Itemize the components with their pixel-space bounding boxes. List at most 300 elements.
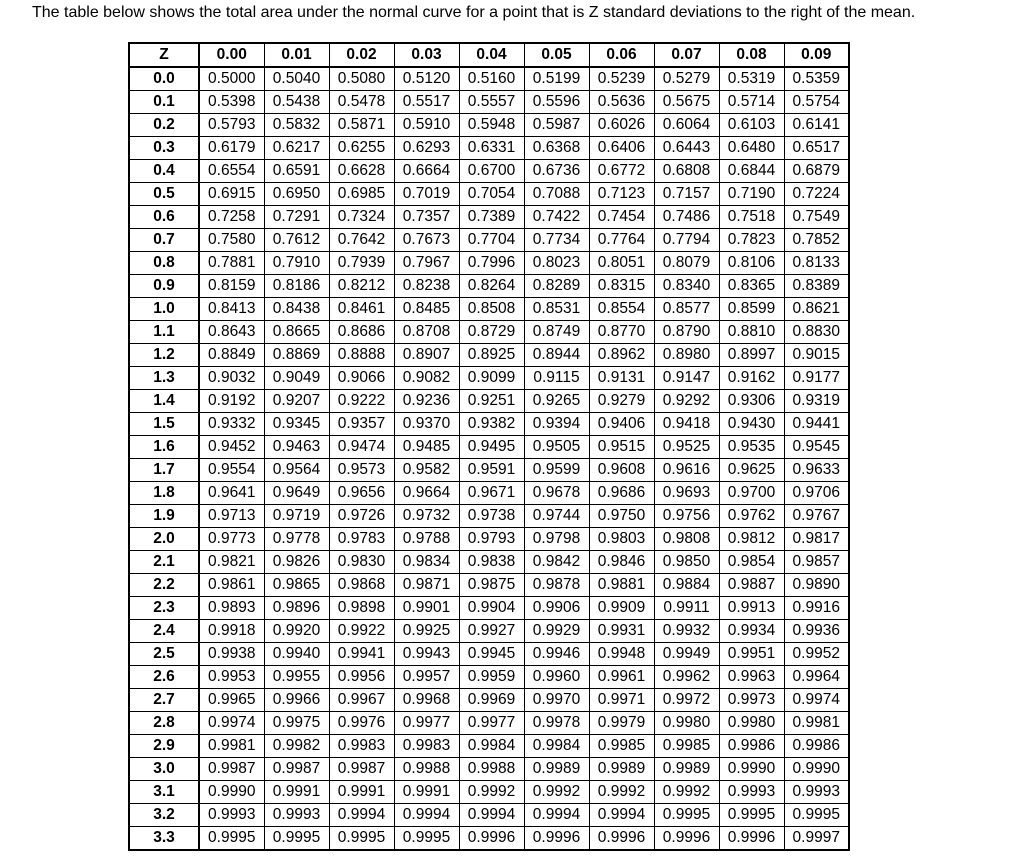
table-row <box>129 321 849 344</box>
probability-cell: 0.9066 <box>329 367 394 390</box>
probability-cell: 0.9987 <box>329 758 394 781</box>
probability-cell: 0.5517 <box>394 91 459 114</box>
probability-cell: 0.9994 <box>589 804 654 827</box>
probability-cell: 0.9744 <box>524 505 589 528</box>
probability-cell: 0.9966 <box>264 689 329 712</box>
probability-cell: 0.9980 <box>719 712 784 735</box>
probability-cell: 0.8577 <box>654 298 719 321</box>
probability-cell: 0.9778 <box>264 528 329 551</box>
probability-cell: 0.9929 <box>524 620 589 643</box>
table-row <box>129 827 849 851</box>
probability-cell: 0.9861 <box>199 574 264 597</box>
probability-cell: 0.9976 <box>329 712 394 735</box>
z-value-cell: 2.6 <box>129 666 199 689</box>
probability-cell: 0.9664 <box>394 482 459 505</box>
z-value-cell: 2.8 <box>129 712 199 735</box>
probability-cell: 0.9981 <box>199 735 264 758</box>
probability-cell: 0.9972 <box>654 689 719 712</box>
probability-cell: 0.7486 <box>654 206 719 229</box>
probability-cell: 0.8186 <box>264 275 329 298</box>
probability-cell: 0.9986 <box>719 735 784 758</box>
table-row <box>129 804 849 827</box>
probability-cell: 0.7549 <box>784 206 849 229</box>
probability-cell: 0.6103 <box>719 114 784 137</box>
probability-cell: 0.8849 <box>199 344 264 367</box>
probability-cell: 0.6554 <box>199 160 264 183</box>
probability-cell: 0.9474 <box>329 436 394 459</box>
probability-cell: 0.8554 <box>589 298 654 321</box>
probability-cell: 0.9591 <box>459 459 524 482</box>
probability-cell: 0.9222 <box>329 390 394 413</box>
probability-cell: 0.9251 <box>459 390 524 413</box>
probability-cell: 0.9162 <box>719 367 784 390</box>
probability-cell: 0.9890 <box>784 574 849 597</box>
table-row <box>129 551 849 574</box>
probability-cell: 0.5871 <box>329 114 394 137</box>
probability-cell: 0.9099 <box>459 367 524 390</box>
probability-cell: 0.8980 <box>654 344 719 367</box>
probability-cell: 0.9956 <box>329 666 394 689</box>
probability-cell: 0.9994 <box>329 804 394 827</box>
probability-cell: 0.7258 <box>199 206 264 229</box>
z-value-cell: 3.3 <box>129 827 199 851</box>
probability-cell: 0.9545 <box>784 436 849 459</box>
z-value-cell: 3.2 <box>129 804 199 827</box>
probability-cell: 0.9995 <box>654 804 719 827</box>
probability-cell: 0.8621 <box>784 298 849 321</box>
z-value-cell: 0.9 <box>129 275 199 298</box>
table-row <box>129 597 849 620</box>
probability-cell: 0.9693 <box>654 482 719 505</box>
probability-cell: 0.5120 <box>394 67 459 91</box>
probability-cell: 0.7389 <box>459 206 524 229</box>
probability-cell: 0.7764 <box>589 229 654 252</box>
probability-cell: 0.9207 <box>264 390 329 413</box>
probability-cell: 0.9995 <box>199 827 264 851</box>
probability-cell: 0.9953 <box>199 666 264 689</box>
probability-cell: 0.9535 <box>719 436 784 459</box>
table-row <box>129 67 849 91</box>
probability-cell: 0.9936 <box>784 620 849 643</box>
probability-cell: 0.9830 <box>329 551 394 574</box>
probability-cell: 0.9265 <box>524 390 589 413</box>
probability-cell: 0.9641 <box>199 482 264 505</box>
probability-cell: 0.9871 <box>394 574 459 597</box>
z-value-cell: 2.2 <box>129 574 199 597</box>
probability-cell: 0.8315 <box>589 275 654 298</box>
probability-cell: 0.9821 <box>199 551 264 574</box>
probability-cell: 0.5636 <box>589 91 654 114</box>
probability-cell: 0.9995 <box>394 827 459 851</box>
table-row <box>129 160 849 183</box>
probability-cell: 0.9850 <box>654 551 719 574</box>
probability-cell: 0.9983 <box>394 735 459 758</box>
probability-cell: 0.9854 <box>719 551 784 574</box>
probability-cell: 0.9616 <box>654 459 719 482</box>
probability-cell: 0.9131 <box>589 367 654 390</box>
z-value-cell: 0.7 <box>129 229 199 252</box>
probability-cell: 0.9967 <box>329 689 394 712</box>
probability-cell: 0.6700 <box>459 160 524 183</box>
z-value-cell: 1.2 <box>129 344 199 367</box>
probability-cell: 0.9993 <box>264 804 329 827</box>
probability-cell: 0.9834 <box>394 551 459 574</box>
probability-cell: 0.7794 <box>654 229 719 252</box>
probability-cell: 0.9985 <box>589 735 654 758</box>
probability-cell: 0.7852 <box>784 229 849 252</box>
probability-cell: 0.9965 <box>199 689 264 712</box>
probability-cell: 0.9896 <box>264 597 329 620</box>
table-row <box>129 574 849 597</box>
z-value-cell: 2.3 <box>129 597 199 620</box>
probability-cell: 0.9990 <box>199 781 264 804</box>
probability-cell: 0.9732 <box>394 505 459 528</box>
probability-cell: 0.9713 <box>199 505 264 528</box>
probability-cell: 0.8686 <box>329 321 394 344</box>
probability-cell: 0.9756 <box>654 505 719 528</box>
probability-cell: 0.9993 <box>199 804 264 827</box>
probability-cell: 0.5160 <box>459 67 524 91</box>
probability-cell: 0.9370 <box>394 413 459 436</box>
probability-cell: 0.9382 <box>459 413 524 436</box>
probability-cell: 0.9564 <box>264 459 329 482</box>
table-row <box>129 229 849 252</box>
probability-cell: 0.9994 <box>524 804 589 827</box>
probability-cell: 0.7734 <box>524 229 589 252</box>
probability-cell: 0.9995 <box>264 827 329 851</box>
probability-cell: 0.6179 <box>199 137 264 160</box>
probability-cell: 0.9495 <box>459 436 524 459</box>
z-value-cell: 0.8 <box>129 252 199 275</box>
probability-cell: 0.9984 <box>524 735 589 758</box>
probability-cell: 0.5000 <box>199 67 264 91</box>
probability-cell: 0.9964 <box>784 666 849 689</box>
probability-cell: 0.6406 <box>589 137 654 160</box>
probability-cell: 0.9032 <box>199 367 264 390</box>
table-row <box>129 482 849 505</box>
probability-cell: 0.9987 <box>264 758 329 781</box>
probability-cell: 0.9279 <box>589 390 654 413</box>
probability-cell: 0.6293 <box>394 137 459 160</box>
probability-cell: 0.9970 <box>524 689 589 712</box>
probability-cell: 0.5359 <box>784 67 849 91</box>
probability-cell: 0.9875 <box>459 574 524 597</box>
probability-cell: 0.9750 <box>589 505 654 528</box>
probability-cell: 0.7157 <box>654 183 719 206</box>
probability-cell: 0.9803 <box>589 528 654 551</box>
probability-cell: 0.8925 <box>459 344 524 367</box>
probability-cell: 0.8289 <box>524 275 589 298</box>
probability-cell: 0.9901 <box>394 597 459 620</box>
probability-cell: 0.5714 <box>719 91 784 114</box>
probability-cell: 0.9719 <box>264 505 329 528</box>
probability-cell: 0.9700 <box>719 482 784 505</box>
probability-cell: 0.7612 <box>264 229 329 252</box>
probability-cell: 0.9332 <box>199 413 264 436</box>
probability-cell: 0.9934 <box>719 620 784 643</box>
probability-cell: 0.5754 <box>784 91 849 114</box>
probability-cell: 0.9940 <box>264 643 329 666</box>
table-row <box>129 528 849 551</box>
probability-cell: 0.5239 <box>589 67 654 91</box>
table-row <box>129 367 849 390</box>
table-row <box>129 436 849 459</box>
probability-cell: 0.6664 <box>394 160 459 183</box>
probability-cell: 0.9573 <box>329 459 394 482</box>
probability-cell: 0.9049 <box>264 367 329 390</box>
probability-cell: 0.7422 <box>524 206 589 229</box>
probability-cell: 0.9826 <box>264 551 329 574</box>
probability-cell: 0.9762 <box>719 505 784 528</box>
probability-cell: 0.8770 <box>589 321 654 344</box>
probability-cell: 0.7054 <box>459 183 524 206</box>
probability-cell: 0.9983 <box>329 735 394 758</box>
z-value-cell: 1.7 <box>129 459 199 482</box>
z-value-cell: 0.0 <box>129 67 199 91</box>
probability-cell: 0.9881 <box>589 574 654 597</box>
column-header: 0.05 <box>524 43 589 67</box>
probability-cell: 0.9649 <box>264 482 329 505</box>
probability-cell: 0.9978 <box>524 712 589 735</box>
table-row <box>129 620 849 643</box>
probability-cell: 0.9812 <box>719 528 784 551</box>
z-value-cell: 2.0 <box>129 528 199 551</box>
column-header: 0.00 <box>199 43 264 67</box>
probability-cell: 0.8438 <box>264 298 329 321</box>
probability-cell: 0.9485 <box>394 436 459 459</box>
probability-cell: 0.5596 <box>524 91 589 114</box>
probability-cell: 0.8729 <box>459 321 524 344</box>
probability-cell: 0.9974 <box>199 712 264 735</box>
probability-cell: 0.8944 <box>524 344 589 367</box>
probability-cell: 0.9893 <box>199 597 264 620</box>
header-row <box>129 43 849 67</box>
z-value-cell: 0.6 <box>129 206 199 229</box>
probability-cell: 0.9783 <box>329 528 394 551</box>
z-table <box>128 42 850 851</box>
column-header: 0.08 <box>719 43 784 67</box>
table-row <box>129 459 849 482</box>
table-row <box>129 275 849 298</box>
column-header: 0.06 <box>589 43 654 67</box>
probability-cell: 0.7580 <box>199 229 264 252</box>
probability-cell: 0.8907 <box>394 344 459 367</box>
probability-cell: 0.9993 <box>784 781 849 804</box>
z-value-cell: 2.9 <box>129 735 199 758</box>
probability-cell: 0.7357 <box>394 206 459 229</box>
probability-cell: 0.6879 <box>784 160 849 183</box>
z-value-cell: 2.1 <box>129 551 199 574</box>
probability-cell: 0.9838 <box>459 551 524 574</box>
probability-cell: 0.9985 <box>654 735 719 758</box>
table-row <box>129 298 849 321</box>
table-row <box>129 137 849 160</box>
probability-cell: 0.8461 <box>329 298 394 321</box>
probability-cell: 0.9996 <box>719 827 784 851</box>
z-value-cell: 1.5 <box>129 413 199 436</box>
table-row <box>129 252 849 275</box>
probability-cell: 0.9945 <box>459 643 524 666</box>
probability-cell: 0.9996 <box>654 827 719 851</box>
z-value-cell: 0.2 <box>129 114 199 137</box>
probability-cell: 0.9932 <box>654 620 719 643</box>
probability-cell: 0.9904 <box>459 597 524 620</box>
probability-cell: 0.9920 <box>264 620 329 643</box>
probability-cell: 0.5080 <box>329 67 394 91</box>
table-row <box>129 712 849 735</box>
probability-cell: 0.7704 <box>459 229 524 252</box>
probability-cell: 0.9989 <box>524 758 589 781</box>
column-header: 0.04 <box>459 43 524 67</box>
table-caption: The table below shows the total area under the normal curve for a point that is Z standard deviations to the right of the mean. <box>32 4 916 21</box>
z-value-cell: 1.4 <box>129 390 199 413</box>
probability-cell: 0.9292 <box>654 390 719 413</box>
probability-cell: 0.9857 <box>784 551 849 574</box>
probability-cell: 0.9671 <box>459 482 524 505</box>
probability-cell: 0.9911 <box>654 597 719 620</box>
probability-cell: 0.9357 <box>329 413 394 436</box>
probability-cell: 0.5987 <box>524 114 589 137</box>
column-header: 0.09 <box>784 43 849 67</box>
probability-cell: 0.9878 <box>524 574 589 597</box>
table-row <box>129 735 849 758</box>
probability-cell: 0.5793 <box>199 114 264 137</box>
probability-cell: 0.8389 <box>784 275 849 298</box>
probability-cell: 0.9991 <box>394 781 459 804</box>
probability-cell: 0.9973 <box>719 689 784 712</box>
z-value-cell: 3.1 <box>129 781 199 804</box>
probability-cell: 0.5910 <box>394 114 459 137</box>
probability-cell: 0.9981 <box>784 712 849 735</box>
probability-cell: 0.6985 <box>329 183 394 206</box>
probability-cell: 0.9980 <box>654 712 719 735</box>
probability-cell: 0.7910 <box>264 252 329 275</box>
probability-cell: 0.9949 <box>654 643 719 666</box>
probability-cell: 0.8079 <box>654 252 719 275</box>
probability-cell: 0.5948 <box>459 114 524 137</box>
probability-cell: 0.9938 <box>199 643 264 666</box>
probability-cell: 0.6368 <box>524 137 589 160</box>
probability-cell: 0.6331 <box>459 137 524 160</box>
probability-cell: 0.9995 <box>329 827 394 851</box>
probability-cell: 0.9525 <box>654 436 719 459</box>
probability-cell: 0.7673 <box>394 229 459 252</box>
probability-cell: 0.9406 <box>589 413 654 436</box>
probability-cell: 0.8869 <box>264 344 329 367</box>
probability-cell: 0.8340 <box>654 275 719 298</box>
probability-cell: 0.9984 <box>459 735 524 758</box>
probability-cell: 0.8023 <box>524 252 589 275</box>
probability-cell: 0.9992 <box>654 781 719 804</box>
probability-cell: 0.7019 <box>394 183 459 206</box>
probability-cell: 0.9991 <box>264 781 329 804</box>
probability-cell: 0.9969 <box>459 689 524 712</box>
probability-cell: 0.9996 <box>459 827 524 851</box>
probability-cell: 0.9957 <box>394 666 459 689</box>
table-row <box>129 344 849 367</box>
probability-cell: 0.9994 <box>459 804 524 827</box>
probability-cell: 0.6736 <box>524 160 589 183</box>
probability-cell: 0.7823 <box>719 229 784 252</box>
probability-cell: 0.8531 <box>524 298 589 321</box>
z-value-cell: 0.3 <box>129 137 199 160</box>
probability-cell: 0.6026 <box>589 114 654 137</box>
probability-cell: 0.9767 <box>784 505 849 528</box>
probability-cell: 0.9990 <box>719 758 784 781</box>
column-header-z: Z <box>129 43 199 67</box>
z-value-cell: 2.7 <box>129 689 199 712</box>
probability-cell: 0.7518 <box>719 206 784 229</box>
probability-cell: 0.9987 <box>199 758 264 781</box>
probability-cell: 0.9961 <box>589 666 654 689</box>
probability-cell: 0.7291 <box>264 206 329 229</box>
probability-cell: 0.9916 <box>784 597 849 620</box>
probability-cell: 0.9977 <box>459 712 524 735</box>
probability-cell: 0.6591 <box>264 160 329 183</box>
probability-cell: 0.9678 <box>524 482 589 505</box>
probability-cell: 0.8962 <box>589 344 654 367</box>
probability-cell: 0.5398 <box>199 91 264 114</box>
z-value-cell: 1.0 <box>129 298 199 321</box>
probability-cell: 0.9982 <box>264 735 329 758</box>
probability-cell: 0.6443 <box>654 137 719 160</box>
probability-cell: 0.9997 <box>784 827 849 851</box>
table-row <box>129 781 849 804</box>
probability-cell: 0.9931 <box>589 620 654 643</box>
table-row <box>129 91 849 114</box>
probability-cell: 0.9505 <box>524 436 589 459</box>
probability-cell: 0.9975 <box>264 712 329 735</box>
probability-cell: 0.9941 <box>329 643 394 666</box>
table-row <box>129 666 849 689</box>
probability-cell: 0.9726 <box>329 505 394 528</box>
probability-cell: 0.9960 <box>524 666 589 689</box>
probability-cell: 0.9177 <box>784 367 849 390</box>
probability-cell: 0.8106 <box>719 252 784 275</box>
probability-cell: 0.9082 <box>394 367 459 390</box>
probability-cell: 0.9884 <box>654 574 719 597</box>
table-row <box>129 758 849 781</box>
probability-cell: 0.9625 <box>719 459 784 482</box>
probability-cell: 0.9441 <box>784 413 849 436</box>
z-value-cell: 1.9 <box>129 505 199 528</box>
probability-cell: 0.9988 <box>459 758 524 781</box>
table-row <box>129 114 849 137</box>
probability-cell: 0.9906 <box>524 597 589 620</box>
probability-cell: 0.9927 <box>459 620 524 643</box>
column-header: 0.02 <box>329 43 394 67</box>
probability-cell: 0.9990 <box>784 758 849 781</box>
probability-cell: 0.9608 <box>589 459 654 482</box>
probability-cell: 0.5832 <box>264 114 329 137</box>
probability-cell: 0.5675 <box>654 91 719 114</box>
probability-cell: 0.9788 <box>394 528 459 551</box>
probability-cell: 0.8810 <box>719 321 784 344</box>
probability-cell: 0.6950 <box>264 183 329 206</box>
probability-cell: 0.9582 <box>394 459 459 482</box>
probability-cell: 0.9996 <box>524 827 589 851</box>
probability-cell: 0.7123 <box>589 183 654 206</box>
probability-cell: 0.8485 <box>394 298 459 321</box>
probability-cell: 0.7642 <box>329 229 394 252</box>
z-value-cell: 1.1 <box>129 321 199 344</box>
probability-cell: 0.7190 <box>719 183 784 206</box>
probability-cell: 0.9994 <box>394 804 459 827</box>
probability-cell: 0.5040 <box>264 67 329 91</box>
probability-cell: 0.9793 <box>459 528 524 551</box>
probability-cell: 0.7939 <box>329 252 394 275</box>
probability-cell: 0.9995 <box>784 804 849 827</box>
